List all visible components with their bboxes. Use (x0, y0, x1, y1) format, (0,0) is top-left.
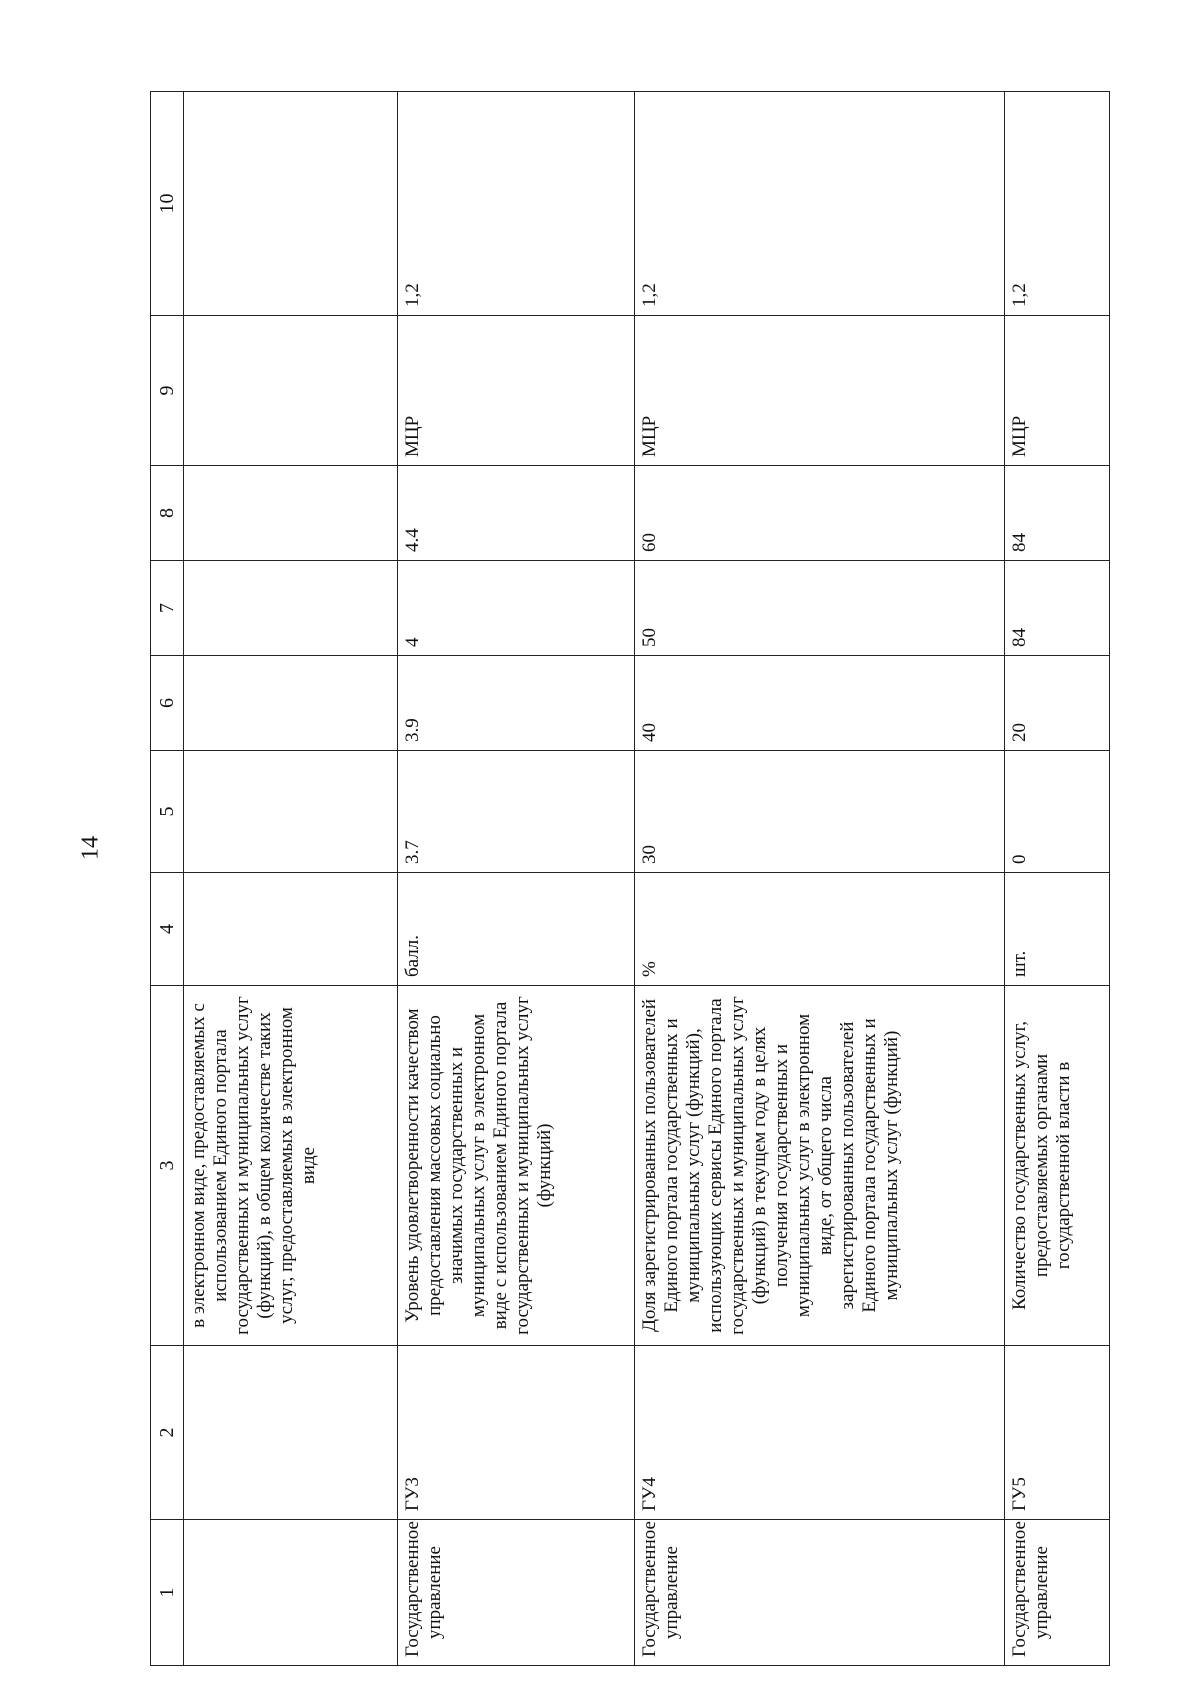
value-cell: 30 (635, 751, 1005, 873)
header-cell: 10 (151, 92, 184, 316)
value-cell (184, 656, 397, 751)
page-number: 14 (77, 836, 104, 860)
note-cell (184, 92, 397, 316)
value-cell: 0 (1005, 751, 1110, 873)
header-cell: 5 (151, 751, 184, 873)
indicators-table (150, 91, 1110, 1666)
value-cell: 50 (635, 561, 1005, 656)
value-cell (184, 466, 397, 561)
unit-cell: балл. (397, 873, 634, 986)
sector-cell: Государственное управление (397, 1520, 634, 1666)
value-cell: 3.9 (397, 656, 634, 751)
code-cell (184, 1346, 397, 1520)
header-row (151, 92, 184, 1666)
value-cell: 60 (635, 466, 1005, 561)
note-cell: 1,2 (1005, 92, 1110, 316)
value-cell (184, 561, 397, 656)
value-cell: 20 (1005, 656, 1110, 751)
rotated-table-container (150, 92, 1110, 1666)
source-cell: МЦР (397, 316, 634, 466)
code-cell: ГУ5 (1005, 1346, 1110, 1520)
header-cell: 2 (151, 1346, 184, 1520)
header-cell: 4 (151, 873, 184, 986)
sector-cell: Государственное управление (1005, 1520, 1110, 1666)
value-cell: 84 (1005, 466, 1110, 561)
header-cell: 3 (151, 986, 184, 1346)
table-row (184, 92, 397, 1666)
code-cell: ГУ3 (397, 1346, 634, 1520)
value-cell: 4 (397, 561, 634, 656)
header-cell: 8 (151, 466, 184, 561)
note-cell: 1,2 (397, 92, 634, 316)
note-cell: 1,2 (635, 92, 1005, 316)
code-cell: ГУ4 (635, 1346, 1005, 1520)
value-cell: 3.7 (397, 751, 634, 873)
unit-cell: % (635, 873, 1005, 986)
sector-cell (184, 1520, 397, 1666)
sector-cell: Государственное управление (635, 1520, 1005, 1666)
indicator-cell: Количество государственных услуг, предоставляемых органами государственной власти в (1005, 986, 1110, 1346)
indicator-cell: Уровень удовлетворенности качеством предоставления массовых социально значимых государственных и муниципальных услуг в электронном виде с использованием Единого портала государственных и муниципальных услуг (функций) (397, 986, 634, 1346)
source-cell (184, 316, 397, 466)
table-row (397, 92, 634, 1666)
header-cell: 1 (151, 1520, 184, 1666)
unit-cell (184, 873, 397, 986)
header-cell: 6 (151, 656, 184, 751)
value-cell: 84 (1005, 561, 1110, 656)
indicator-cell: Доля зарегистрированных пользователей Единого портала государственных и муниципальных услуг (функций), использующих сервисы Единого портала государственных и муниципальных услуг (функций) в текущем году в целях получения государственных и муниципальных услуг в электронном виде, от общего числа зарегистрированных пользователей Единого портала государственных и муниципальных услуг (функций) (635, 986, 1005, 1346)
indicator-cell: в электронном виде, предоставляемых с использованием Единого портала государственных и муниципальных услуг (функций), в общем количестве таких услуг, предоставляемых в электронном виде (184, 986, 397, 1346)
source-cell: МЦР (635, 316, 1005, 466)
value-cell: 40 (635, 656, 1005, 751)
header-cell: 7 (151, 561, 184, 656)
source-cell: МЦР (1005, 316, 1110, 466)
value-cell: 4.4 (397, 466, 634, 561)
unit-cell: шт. (1005, 873, 1110, 986)
table-row (1005, 92, 1110, 1666)
value-cell (184, 751, 397, 873)
table-row (635, 92, 1005, 1666)
header-cell: 9 (151, 316, 184, 466)
